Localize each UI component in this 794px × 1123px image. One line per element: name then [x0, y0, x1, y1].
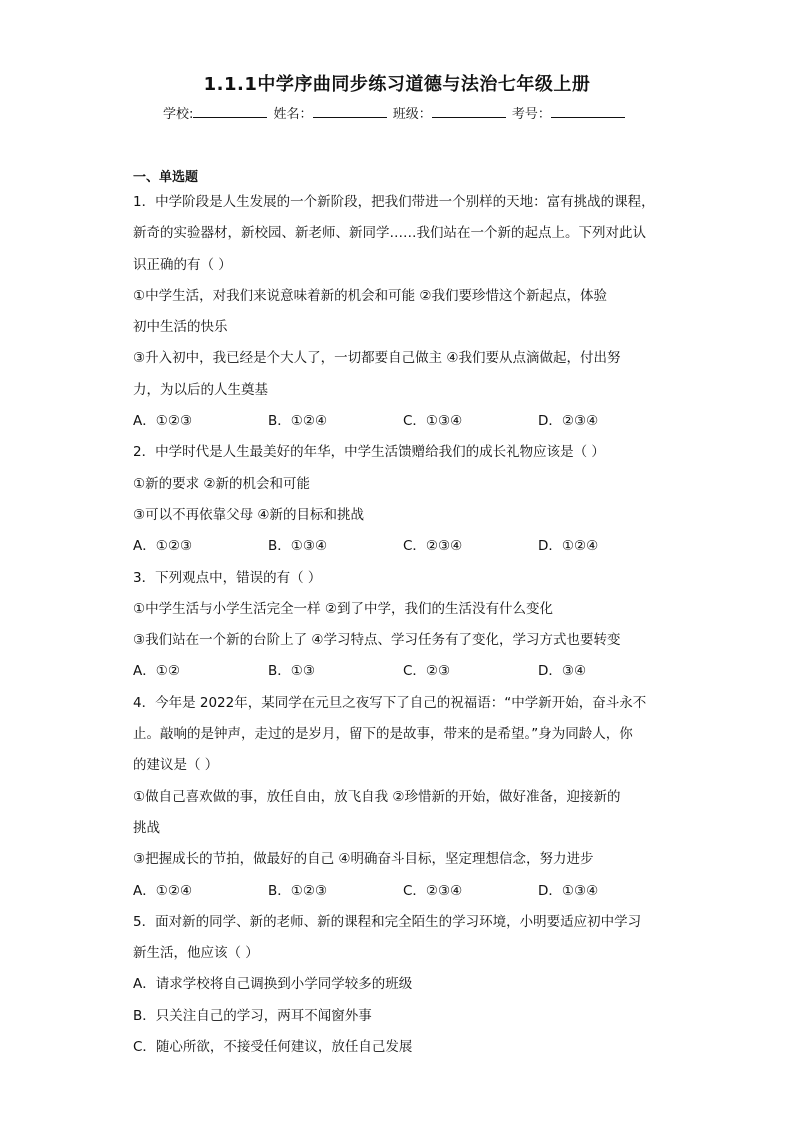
q2-option-c[interactable]: C．②③④	[403, 538, 463, 555]
q2-line-1: 2．中学时代是人生最美好的年华，中学生活馈赠给我们的成长礼物应该是（ ）	[133, 444, 605, 461]
q4-line-1: 4．今年是 2022年，某同学在元旦之夜写下了自己的祝福语：“中学新开始，奋斗永不	[133, 694, 647, 711]
q4-line-3: 的建议是（ ）	[133, 757, 219, 774]
q1-option-d[interactable]: D．②③④	[538, 413, 599, 430]
q2-options	[133, 534, 673, 565]
exam-no-blank[interactable]	[551, 105, 625, 118]
q1-option-b[interactable]: B．①②④	[268, 413, 328, 430]
q4-option-a[interactable]: A．①②④	[133, 882, 193, 899]
q1-line-6: ③升入初中，我已经是个大人了，一切都要自己做主 ④我们要从点滴做起，付出努	[133, 350, 621, 367]
section-heading: 一、单选题	[133, 170, 199, 185]
student-info-line	[163, 103, 627, 122]
q5-line-1: 5．面对新的同学、新的老师、新的课程和完全陌生的学习环境，小明要适应初中学习	[133, 913, 642, 930]
q4-line-5: 挑战	[133, 819, 160, 836]
q5-option-a[interactable]: A．请求学校将自己调换到小学同学较多的班级	[133, 976, 413, 993]
q3-options	[133, 659, 673, 690]
q3-line-2: ①中学生活与小学生活完全一样 ②到了中学，我们的生活没有什么变化	[133, 600, 553, 617]
q1-line-4: ①中学生活，对我们来说意味着新的机会和可能 ②我们要珍惜这个新起点，体验	[133, 287, 607, 304]
q3-line-1: 3．下列观点中，错误的有（ ）	[133, 569, 322, 586]
q5-line-2: 新生活，他应该（ ）	[133, 945, 259, 962]
q1-line-3: 识正确的有（ ）	[133, 256, 232, 273]
q3-option-d[interactable]: D．③④	[538, 663, 587, 680]
class-blank[interactable]	[432, 105, 506, 118]
q3-option-b[interactable]: B．①③	[268, 663, 315, 680]
q2-option-d[interactable]: D．①②④	[538, 538, 599, 555]
q3-option-c[interactable]: C．②③	[403, 663, 451, 680]
question-list	[133, 190, 673, 1066]
page-title: 1.1.1中学序曲同步练习道德与法治七年级上册	[203, 74, 591, 95]
q1-options	[133, 409, 673, 440]
exam-no-label: 考号：	[511, 107, 551, 122]
name-blank[interactable]	[313, 105, 387, 118]
q1-line-7: 力，为以后的人生奠基	[133, 381, 268, 398]
q4-options	[133, 879, 673, 910]
school-label: 学校:	[163, 107, 194, 122]
q4-line-6: ③把握成长的节拍，做最好的自己 ④明确奋斗目标，坚定理想信念，努力进步	[133, 851, 594, 868]
q2-option-a[interactable]: A．①②③	[133, 538, 193, 555]
q1-option-c[interactable]: C．①③④	[403, 413, 463, 430]
q4-option-b[interactable]: B．①②③	[268, 882, 328, 899]
q3-option-a[interactable]: A．①②	[133, 663, 180, 680]
q4-option-c[interactable]: C．②③④	[403, 882, 463, 899]
q1-line-2: 新奇的实验器材，新校园、新老师、新同学……我们站在一个新的起点上。下列对此认	[133, 225, 646, 242]
q3-line-3: ③我们站在一个新的台阶上了 ④学习特点、学习任务有了变化，学习方式也要转变	[133, 632, 621, 649]
q4-line-4: ①做自己喜欢做的事，放任自由，放飞自我 ②珍惜新的开始，做好准备，迎接新的	[133, 788, 621, 805]
school-blank[interactable]	[193, 105, 267, 118]
q4-option-d[interactable]: D．①③④	[538, 882, 599, 899]
q1-option-a[interactable]: A．①②③	[133, 413, 193, 430]
q5-option-b[interactable]: B．只关注自己的学习，两耳不闻窗外事	[133, 1007, 372, 1024]
q2-option-b[interactable]: B．①③④	[268, 538, 328, 555]
q1-line-1: 1．中学阶段是人生发展的一个新阶段，把我们带进一个别样的天地：富有挑战的课程，	[133, 194, 655, 210]
name-label: 姓名：	[273, 107, 313, 122]
q5-option-c[interactable]: C．随心所欲，不接受任何建议，放任自己发展	[133, 1039, 413, 1056]
q2-line-3: ③可以不再依靠父母 ④新的目标和挑战	[133, 506, 364, 523]
class-label: 班级：	[392, 107, 432, 122]
q2-line-2: ①新的要求 ②新的机会和可能	[133, 475, 310, 492]
q1-line-5: 初中生活的快乐	[133, 319, 228, 336]
q4-line-2: 止。敲响的是钟声，走过的是岁月，留下的是故事，带来的是希望。”身为同龄人，你	[133, 726, 633, 743]
